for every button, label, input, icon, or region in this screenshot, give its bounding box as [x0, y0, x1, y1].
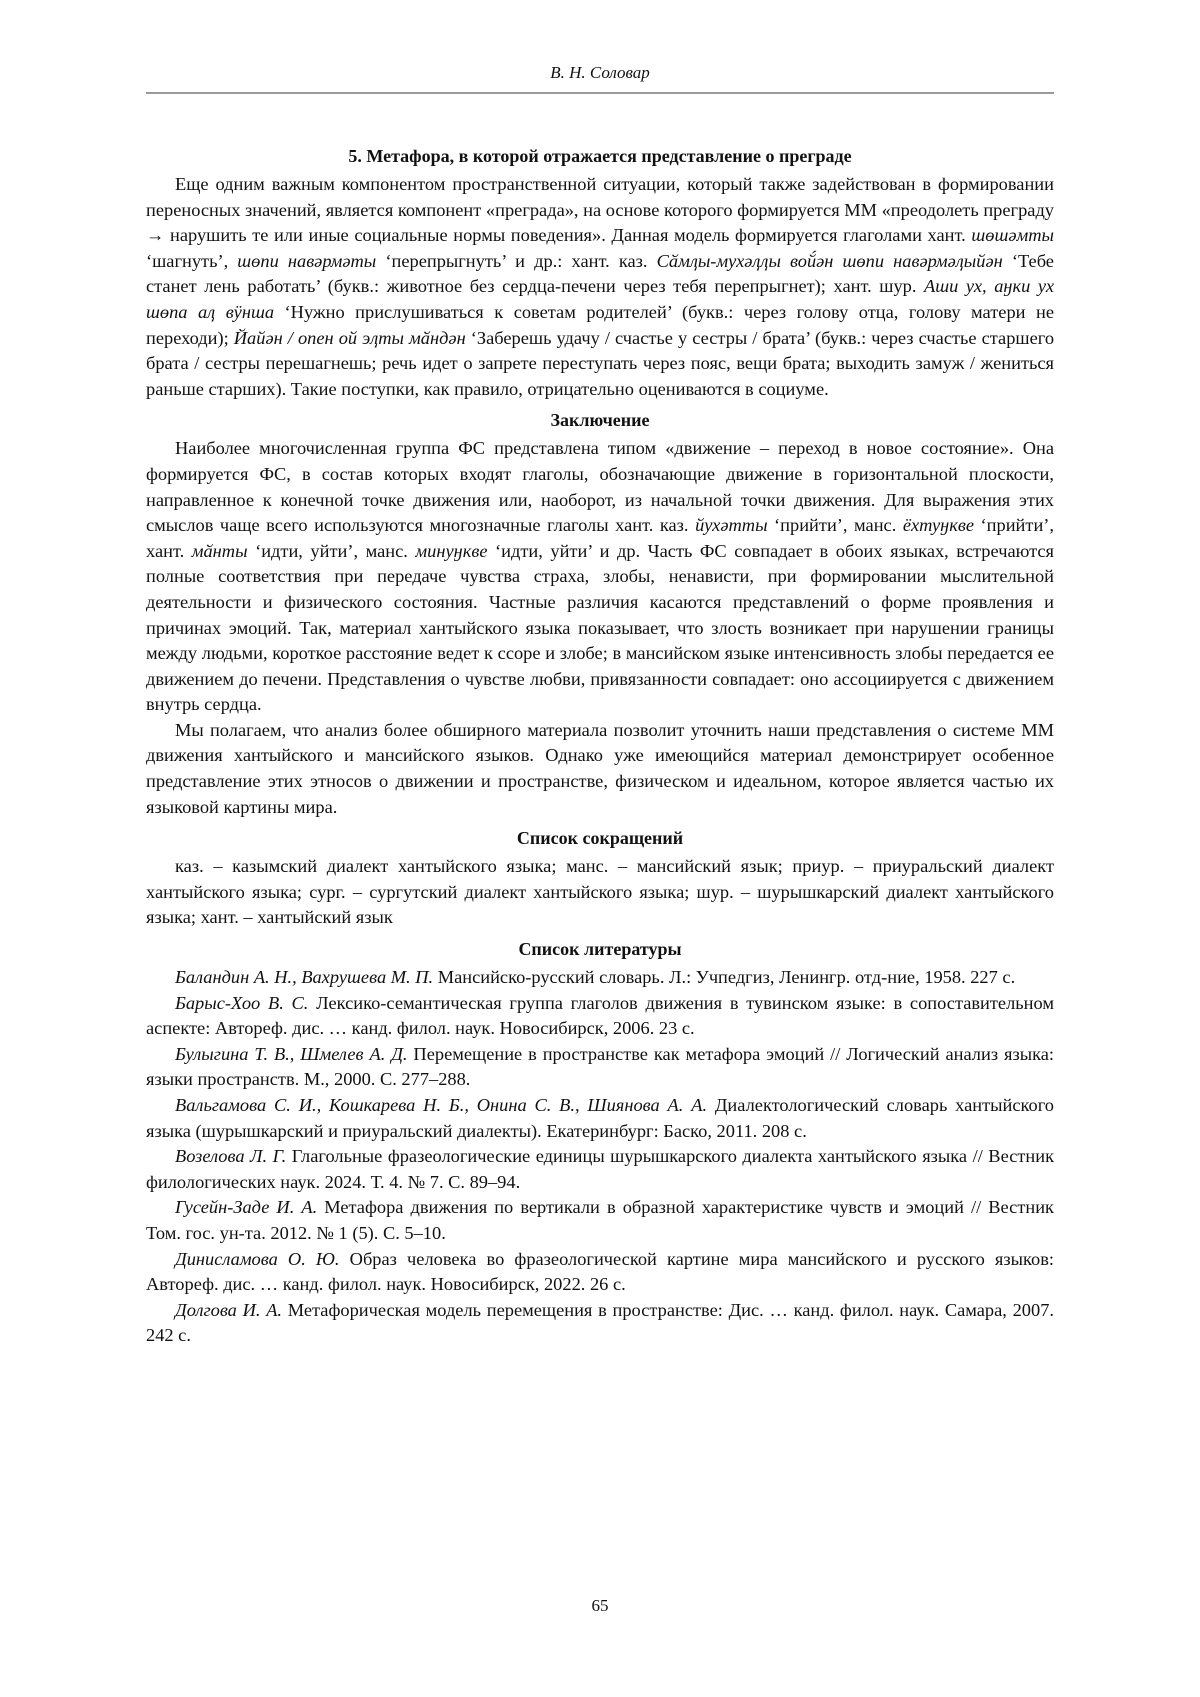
paragraph-metaphor-barrier: Еще одним важным компонентом пространственной ситуации, который также задействован в формировании переносных значений, является компонент «преграда», на основе которого формируется ММ «преодолеть преграду → нарушить те или иные социальные нормы поведения». Данная модель формируется глаголами хант. шөшәмты ‘шагнуть’, шөпи навәрмәты ‘перепрыгнуть’ и др.: хант. каз. Сӑмӆы-мухәӆӆы вой́ән шөпи навәрмәӆыйән ‘Тебе станет лень работать’ (букв.: животное без сердца-печени через тебя перепрыгнет); хант. шур. Аши ух, аӈки ух шөпа аӆ вӱнша ‘Нужно прислушиваться к советам родителей’ (букв.: через голову отца, голову матери не переходи); Йайән / опен ой эӆты мӑндән ‘Заберешь удачу / счастье у сестры / брата’ (букв.: через счастье старшего брата / сестры перешагнешь; речь идет о запрете переступать через пояс, вещи брата; выходить замуж / жениться раньше старших). Такие поступки, как правило, отрицательно оцениваются в социуме. — [146, 174, 1055, 399]
section-title-metaphor-barrier: 5. Метафора, в которой отражается представление о преграде — [348, 146, 852, 166]
reference-item: Гусейн-Заде И. А. Метафора движения по вертикали в образной характеристике чувств и эмоций // Вестник Том. гос. ун-та. 2012. № 1 (5). С. 5–10. — [146, 1197, 1054, 1243]
header-rule — [146, 92, 1054, 94]
paragraph-conclusion-1: Наиболее многочисленная группа ФС представлена типом «движение – переход в новое состояние». Она формируется ФС, в состав которых входят глаголы, обозначающие движение в горизонтальной плоскости, направленное к конечной точке движения или, наоборот, из начальной точки движения. Для выражения этих смыслов чаще всего используются многозначные глаголы хант. каз. йухәтты ‘прийти’, манс. ёхтуӈкве ‘прийти’, хант. мӑнты ‘идти, уйти’, манс. минуӈкве ‘идти, уйти’ и др. Часть ФС совпадает в обоих языках, встречаются полные соответствия при передаче чувства страха, злобы, ненависти, при формировании мыслительной деятельности и физического состояния. Частные различия касаются представлений о форме проявления и причинах эмоций. Так, материал хантыйского языка показывает, что злость возникает при нарушении границы между людьми, короткое расстояние ведет к ссоре и злобе; в мансийском языке интенсивность злобы передается ее движением до печени. Представления о чувстве любви, привязанности совпадает: оно ассоциируется с движением внутрь сердца. — [146, 438, 1055, 715]
reference-item: Булыгина Т. В., Шмелев А. Д. Перемещение в пространстве как метафора эмоций // Логический анализ языка: языки пространств. М., 2000. С. 277–288. — [146, 1043, 1055, 1090]
reference-list — [146, 965, 1054, 1349]
paragraph-conclusion-2: Мы полагаем, что анализ более обширного материала позволит уточнить наши представления о системе ММ движения хантыйского и мансийского языков. Однако уже имеющийся материал демонстрирует особенное представление этих этносов о движении и пространстве, физическом и идеальном, которое является частью их языковой картины мира. — [146, 719, 1054, 817]
section-title-abbreviations: Список сокращений — [516, 828, 684, 849]
running-head: В. Н. Соловар — [550, 63, 650, 82]
reference-item: Динисламова О. Ю. Образ человека во фразеологической картине мира мансийского и русского языков: Автореф. дис. … канд. филол. наук. Новосибирск, 2022. 26 с. — [146, 1248, 1054, 1295]
section-title-conclusion: Заключение — [550, 410, 650, 431]
paragraph-abbreviations: каз. – казымский диалект хантыйского языка; манс. – мансийский язык; приур. – приуральский диалект хантыйского языка; сург. – сургутский диалект хантыйского языка; шур. – шурышкарский диалект хантыйского языка; хант. – хантыйский язык — [146, 856, 1054, 928]
reference-item: Долгова И. А. Метафорическая модель перемещения в пространстве: Дис. … канд. филол. наук. Самара, 2007. 242 с. — [146, 1299, 1054, 1346]
reference-item: Вальгамова С. И., Кошкарева Н. Б., Онина С. В., Шиянова А. А. Диалектологический словарь хантыйского языка (шурышкарский и приуральский диалекты). Екатеринбург: Баско, 2011. 208 с. — [146, 1095, 1054, 1141]
page — [146, 62, 1054, 1349]
page-number: 65 — [591, 1596, 609, 1615]
reference-item: Барыс-Хоо В. С. Лексико-семантическая группа глаголов движения в тувинском языке: в сопоставительном аспекте: Автореф. дис. … канд. филол. наук. Новосибирск, 2006. 23 с. — [146, 992, 1054, 1039]
reference-item: Возелова Л. Г. Глагольные фразеологические единицы шурышкарского диалекта хантыйского языка // Вестник филологических наук. 2024. Т. 4. № 7. С. 89–94. — [146, 1146, 1055, 1192]
reference-item: Баландин А. Н., Вахрушева М. П. Мансийско-русский словарь. Л.: Учпедгиз, Ленингр. отд-ние, 1958. 227 с. — [175, 967, 1016, 988]
section-title-references: Список литературы — [518, 939, 682, 960]
